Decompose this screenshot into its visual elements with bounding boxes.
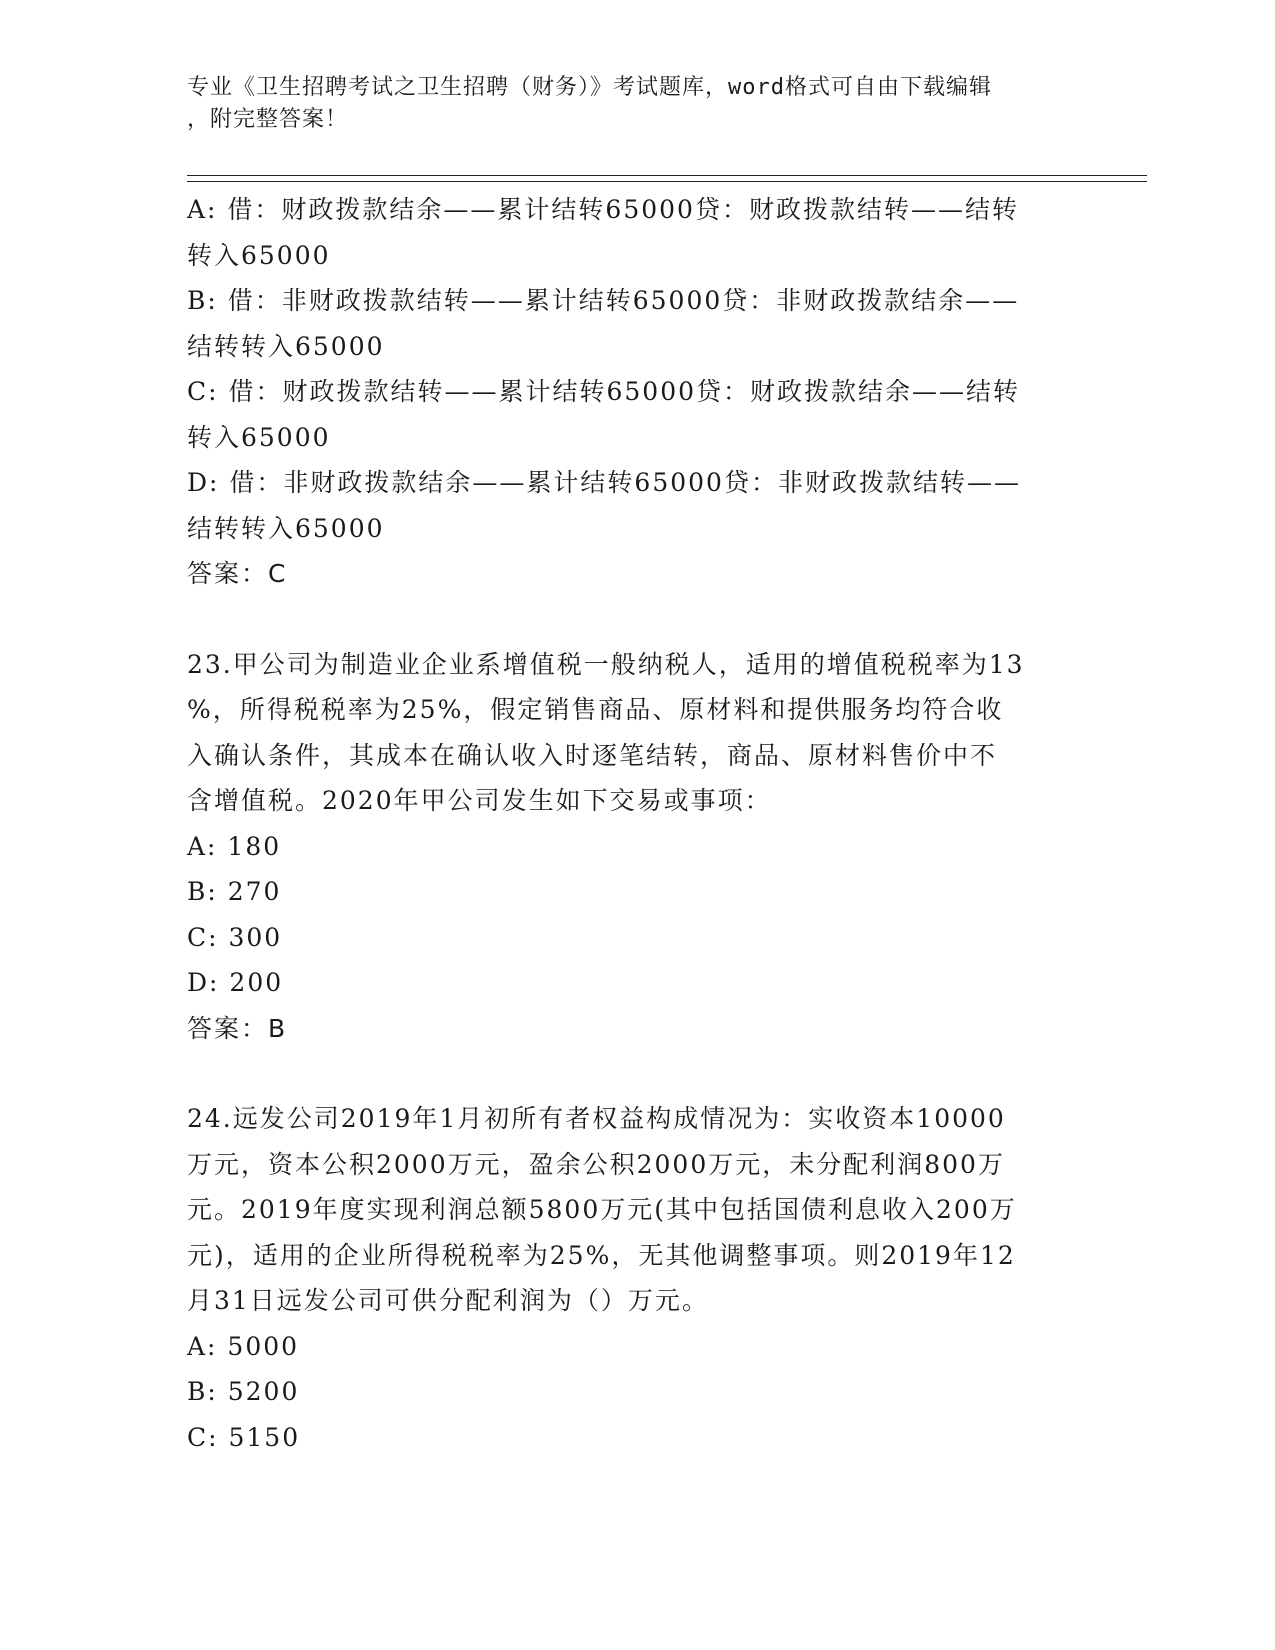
question-24-line-2: 万元，资本公积2000万元，盈余公积2000万元，未分配利润800万 (187, 1149, 1005, 1179)
question-24-line-4: 元)，适用的企业所得税税率为25%，无其他调整事项。则2019年12 (187, 1240, 1016, 1270)
question-23-option-c: C: 300 (187, 922, 283, 952)
option-a-line-1: A: 借：财政拨款结余——累计结转65000贷：财政拨款结转——结转 (187, 195, 1019, 224)
question-23-line-3: 入确认条件，其成本在确认收入时逐笔结转，商品、原材料售价中不 (187, 740, 998, 770)
question-23 (187, 642, 1087, 1052)
header-rule-top (187, 175, 1147, 176)
option-b-line-2: 结转转入65000 (187, 331, 385, 361)
question-24 (187, 1096, 1087, 1460)
header-line-1: 专业《卫生招聘考试之卫生招聘（财务）》考试题库，word格式可自由下载编辑 (187, 75, 992, 100)
question-24-option-a: A: 5000 (187, 1331, 300, 1361)
question-22-options (187, 187, 1087, 597)
question-24-option-c: C: 5150 (187, 1422, 301, 1452)
question-23-line-2: %，所得税税率为25%，假定销售商品、原材料和提供服务均符合收 (187, 695, 1004, 724)
question-23-line-1: 23.甲公司为制造业企业系增值税一般纳税人，适用的增值税税率为13 (187, 649, 1025, 679)
answer-23: 答案：B (187, 1013, 288, 1043)
option-d-line-1: D: 借：非财政拨款结余——累计结转65000贷：非财政拨款结转—— (187, 468, 1021, 497)
option-d-line-2: 结转转入65000 (187, 513, 385, 543)
question-24-option-b: B: 5200 (187, 1377, 300, 1406)
header-rule-bottom (187, 181, 1147, 182)
option-c-line-2: 转入65000 (187, 422, 331, 452)
header-line-2: ，附完整答案！ (187, 107, 349, 132)
question-24-line-5: 月31日远发公司可供分配利润为（）万元。 (187, 1286, 709, 1315)
question-23-option-d: D: 200 (187, 968, 284, 997)
question-23-option-b: B: 270 (187, 877, 282, 906)
question-content (187, 187, 1087, 1460)
question-23-line-4: 含增值税。2020年甲公司发生如下交易或事项： (187, 786, 772, 815)
document-header (187, 72, 1067, 136)
question-24-line-1: 24.远发公司2019年1月初所有者权益构成情况为：实收资本10000 (187, 1104, 1006, 1133)
question-23-option-a: A: 180 (187, 831, 282, 861)
question-24-line-3: 元。2019年度实现利润总额5800万元(其中包括国债利息收入200万 (187, 1195, 1017, 1224)
answer-22: 答案：C (187, 559, 288, 588)
option-b-line-1: B: 借：非财政拨款结转——累计结转65000贷：非财政拨款结余—— (187, 286, 1020, 315)
option-c-line-1: C: 借：财政拨款结转——累计结转65000贷：财政拨款结余——结转 (187, 377, 1021, 406)
option-a-line-2: 转入65000 (187, 240, 331, 270)
